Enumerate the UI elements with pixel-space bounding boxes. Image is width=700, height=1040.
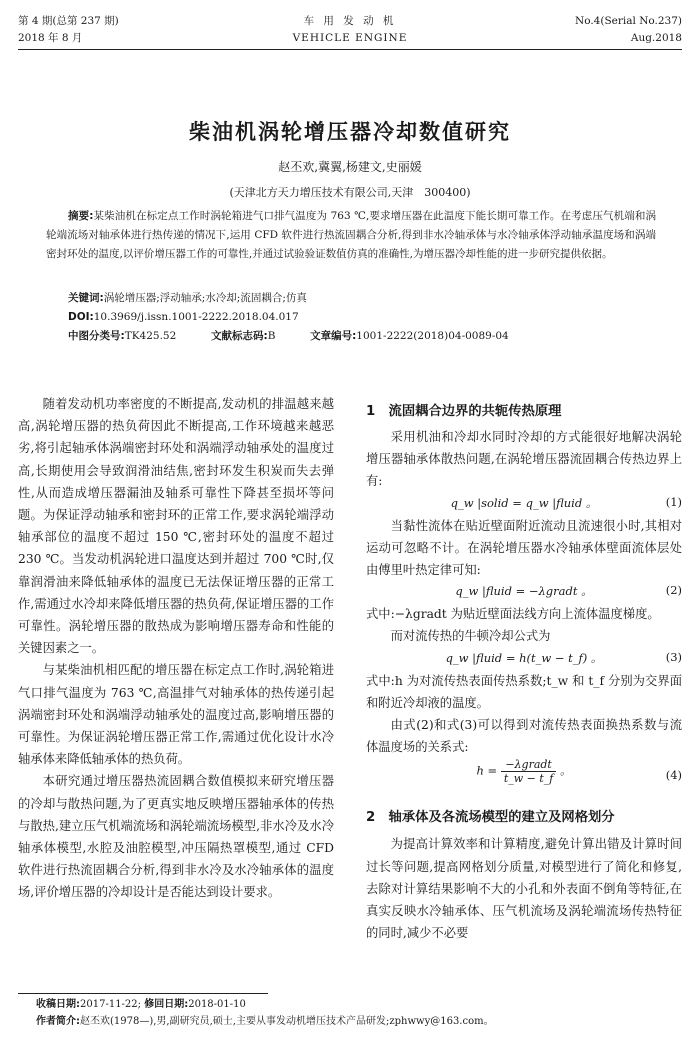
equation-2 [366, 581, 682, 603]
received-label: 收稿日期: [36, 999, 80, 1010]
left-paragraph: 与某柴油机相匹配的增压器在标定点工作时,涡轮箱进气口排气温度为 763 ℃,高温排气对轴承体的热传递引起涡端密封环处和涡端浮动轴承处的温度过高,影响增压器的可靠性。为保证涡轮增压器正常工作,需通过优化设计水冷轴承体来降低轴承体的热负荷。 [18, 663, 334, 767]
left-paragraph: 本研究通过增压器热流固耦合数值模拟来研究增压器的冷却与散热问题,为了更真实地反映增压器轴承体的传热与散热,建立压气机端流场和涡轮端流场模型,非水冷及水冷轴承体模型,水腔及油腔模型,冲压隔热罩模型,通过 CFD 软件进行热流固耦合分析,得到非水冷及水冷轴承体的温度场,评价增压器的冷却设计是否能达到设计要求。 [18, 774, 334, 900]
right-paragraph: 采用机油和冷却水同时冷却的方式能很好地解决涡轮增压器轴承体散热问题,在涡轮增压器流固耦合传热边界上有: [366, 430, 682, 489]
footnote-author [36, 1013, 686, 1030]
keywords-text: 涡轮增压器;浮动轴承;水冷却;流固耦合;仿真 [103, 292, 307, 304]
doi-label: DOI: [68, 311, 94, 323]
equation-3-body: q_w |fluid = h(t_w − t_f) 。 [445, 650, 603, 665]
author-bio-label: 作者简介: [36, 1016, 80, 1027]
equation-4-number: (4) [665, 768, 682, 783]
equation-4-denominator: t_w − t_f [503, 772, 554, 786]
equation-4-lhs: h = [476, 763, 498, 778]
author-list: 赵丕欢,冀翼,杨建文,史丽媛 [278, 160, 422, 174]
right-paragraph: 由式(2)和式(3)可以得到对流传热表面换热系数与流体温度场的关系式: [366, 718, 682, 755]
abstract [46, 207, 656, 264]
clc-value: TK425.52 [124, 330, 177, 342]
abstract-label: 摘要: [68, 210, 94, 222]
doi [68, 308, 299, 327]
classification [68, 327, 509, 346]
header-issue: 第 4 期(总第 237 期) [18, 15, 119, 27]
doc-code-value: B [267, 330, 276, 342]
right-paragraph: 式中:−λgradt 为贴近壁面法线方向上流体温度梯度。 [366, 607, 660, 622]
equation-1-body: q_w |solid = q_w |fluid 。 [450, 495, 598, 510]
equation-3-number: (3) [665, 649, 682, 664]
equation-4 [366, 758, 682, 796]
equation-1 [366, 493, 682, 515]
doc-code-label: 文献标志码: [210, 330, 268, 342]
right-paragraph: 式中:h 为对流传热表面传热系数;t_w 和 t_f 分别为交界面和附近冷却液的温度。 [366, 673, 682, 710]
header-issue-en: No.4(Serial No.237) [575, 15, 682, 27]
section-1-title: 1 流固耦合边界的共轭传热原理 [366, 404, 562, 419]
article-no-label: 文章编号: [310, 330, 357, 342]
author-bio: 赵丕欢(1978—),男,副研究员,硕士,主要从事发动机增压技术产品研发;zphwwy@163.com。 [80, 1016, 494, 1027]
equation-4-numerator: −λgradt [501, 758, 557, 772]
equation-4-fraction [501, 758, 557, 785]
right-paragraph: 当黏性流体在贴近壁面附近流动且流速很小时,其相对运动可忽略不计。在涡轮增压器水冷轴承体壁面流体层处由傅里叶热定律可知: [366, 518, 682, 578]
revised-label: 修回日期: [144, 999, 189, 1010]
left-paragraph: 随着发动机功率密度的不断提高,发动机的排温越来越高,涡轮增压器的热负荷因此不断提高,工作环境越来越恶劣,将引起轴承体涡端密封环处和涡端浮动轴承处的温度过高,长期使用会导致润滑油结焦,密封环发生积炭而失去弹性,从而造成增压器漏油及轴系可靠性下降甚至损坏等问题。为保证浮动轴承和密封环的正常工作,要求涡轮端浮动轴承部位的温度不超过 150 ℃,密封环处的温度不超过 230 ℃。当发动机涡轮进口温度达到并超过 700 ℃时,仅靠润滑油来降低轴承体的温度已无法保证增压器的正常工作,需通过水冷却来降低增压器的热负荷,保证增压器的工作可靠性。涡轮增压器的散热成为影响增压器寿命和性能的关键因素之一。 [18, 397, 334, 656]
section-2-title: 2 轴承体及各流场模型的建立及网格划分 [366, 810, 615, 826]
header-journal-en: VEHICLE ENGINE [292, 32, 408, 44]
paper-title: 柴油机涡轮增压器冷却数值研究 [189, 120, 511, 144]
header-date: 2018 年 8 月 [18, 32, 83, 44]
header-journal-cn: 车 用 发 动 机 [303, 15, 397, 27]
equation-3 [366, 648, 682, 670]
left-column [18, 393, 334, 904]
abstract-text: 某柴油机在标定点工作时涡轮箱进气口排气温度为 763 ℃,要求增压器在此温度下能长期可靠工作。在考虑压气机端和涡轮端流场对轴承体进行热传递的情况下,运用 CFD 软件进行热流固耦合分析,得到非水冷轴承体与水冷轴承体浮动轴承温度场和涡端密封环处的温度,以评价增压器工作的可靠性,并通过试验验证数值仿真的准确性,为增压器冷却性能的进一步研究提供依据。 [46, 210, 656, 260]
revised-date: 2018-01-10 [188, 999, 246, 1010]
right-paragraph: 为提高计算效率和计算精度,避免计算出错及计算时间过长等问题,提高网格划分质量,对模型进行了简化和修复,去除对计算结果影响不大的小孔和外表面不倒角等特征,在真实反映水冷轴承体、压气机流场及涡轮端流场传热特征的同时,减少不必要 [366, 837, 682, 941]
equation-2-body: q_w |fluid = −λgradt 。 [455, 584, 593, 599]
footnote-rule [18, 993, 268, 994]
equation-2-number: (2) [665, 583, 682, 598]
footnote-dates [36, 996, 246, 1013]
header-rule [18, 49, 682, 50]
article-no-value: 1001-2222(2018)04-0089-04 [356, 330, 509, 342]
received-date: 2017-11-22; [80, 999, 142, 1010]
doi-text: 10.3969/j.issn.1001-2222.2018.04.017 [93, 311, 299, 323]
right-paragraph: 而对流传热的牛顿冷却公式为 [390, 629, 551, 644]
keywords-label: 关键词: [68, 292, 104, 304]
equation-4-tail: 。 [560, 763, 572, 778]
clc-label: 中图分类号: [68, 330, 125, 342]
header-date-en: Aug.2018 [630, 32, 682, 44]
affiliation: (天津北方天力增压技术有限公司,天津 300400) [229, 186, 471, 199]
equation-1-number: (1) [665, 494, 682, 509]
keywords [68, 289, 307, 308]
right-column [366, 400, 682, 944]
